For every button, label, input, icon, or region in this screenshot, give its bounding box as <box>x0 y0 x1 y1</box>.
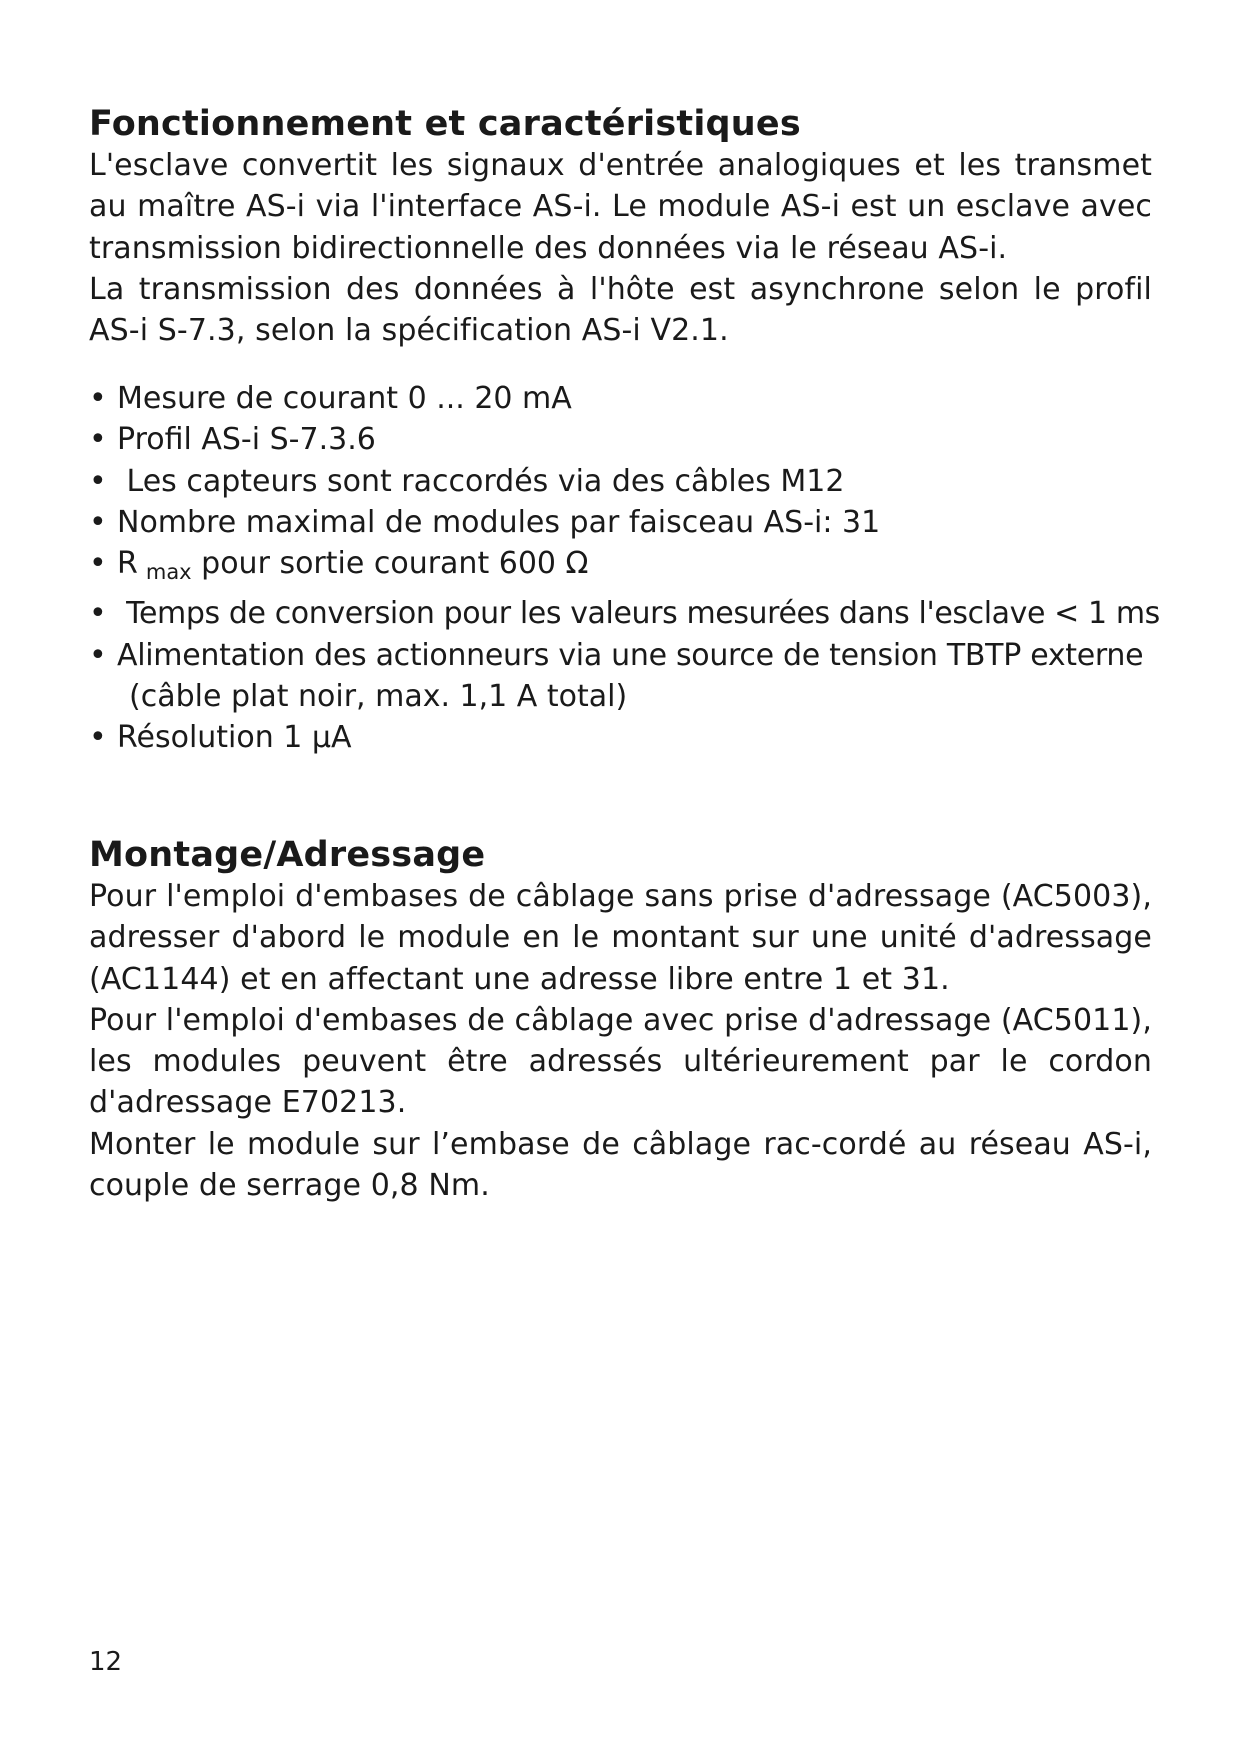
page-number: 12 <box>89 1647 123 1677</box>
list-item-text: Mesure de courant 0 ... 20 mA <box>117 381 572 416</box>
paragraph-addressing-with: Pour l'emploi d'embases de câblage avec prise d'adressage (AC5011), les modules peuvent être adressés ultérieurement par le cordon d'adressage E70213. <box>89 1002 1152 1121</box>
bullet-icon: • <box>89 463 107 499</box>
list-item-text-cont: pour sortie courant 600 Ω <box>191 546 589 582</box>
bullet-icon: • <box>89 720 107 756</box>
list-item <box>89 593 1160 634</box>
list-item <box>89 502 1152 543</box>
list-item-text: Temps de conversion pour les valeurs mesurées dans l'esclave < 1 ms <box>117 596 1160 632</box>
bullet-icon: • <box>89 504 107 540</box>
bullet-icon: • <box>89 546 107 582</box>
bullet-icon: • <box>89 637 107 673</box>
paragraph-addressing-without: Pour l'emploi d'embases de câblage sans prise d'adressage (AC5003), adresser d'abord le module en le montant sur une unité d'adressage (AC1144) et en affectant une adresse libre entre 1 et 31. <box>89 879 1152 997</box>
list-item <box>89 378 1152 419</box>
feature-list <box>89 378 1160 759</box>
paragraph-mounting: Monter le module sur l’embase de câblage rac-cordé au réseau AS-i, couple de serrage 0,8 Nm. <box>89 1126 1152 1204</box>
list-item-text-cont: (câble plat noir, max. 1,1 A total) <box>129 679 628 715</box>
list-item <box>89 461 1152 502</box>
bullet-icon: • <box>89 422 107 458</box>
section-title-mounting: Montage/Adressage <box>89 835 486 875</box>
paragraph-transmission: La transmission des données à l'hôte est asynchrone selon le profil AS-i S-7.3, selon la spécification AS-i V2.1. <box>89 271 1152 349</box>
list-item <box>89 543 1152 593</box>
list-item <box>89 635 1152 718</box>
section-functioning <box>89 103 1152 351</box>
list-item-text: Profil AS-i S-7.3.6 <box>117 422 376 458</box>
list-item-text: R <box>117 546 138 582</box>
section-mounting <box>89 834 1152 1206</box>
list-item-text: Résolution 1 µA <box>117 720 352 756</box>
section-title-functioning: Fonctionnement et caractéristiques <box>89 104 801 144</box>
list-item-text: Les capteurs sont raccordés via des câbles M12 <box>117 463 845 499</box>
paragraph-intro: L'esclave convertit les signaux d'entrée analogiques et les transmet au maître AS-i via l'interface AS-i. Le module AS-i est un esclave avec transmission bidirectionnelle des données via le réseau AS-i. <box>89 148 1152 266</box>
bullet-icon: • <box>89 381 107 416</box>
list-item-text: Alimentation des actionneurs via une source de tension TBTP externe <box>117 637 1144 673</box>
bullet-icon: • <box>89 596 107 632</box>
list-item <box>89 717 1152 758</box>
list-item <box>89 419 1152 460</box>
rmax-subscript: max <box>145 560 192 585</box>
list-item-text: Nombre maximal de modules par faisceau AS-i: 31 <box>117 504 881 540</box>
